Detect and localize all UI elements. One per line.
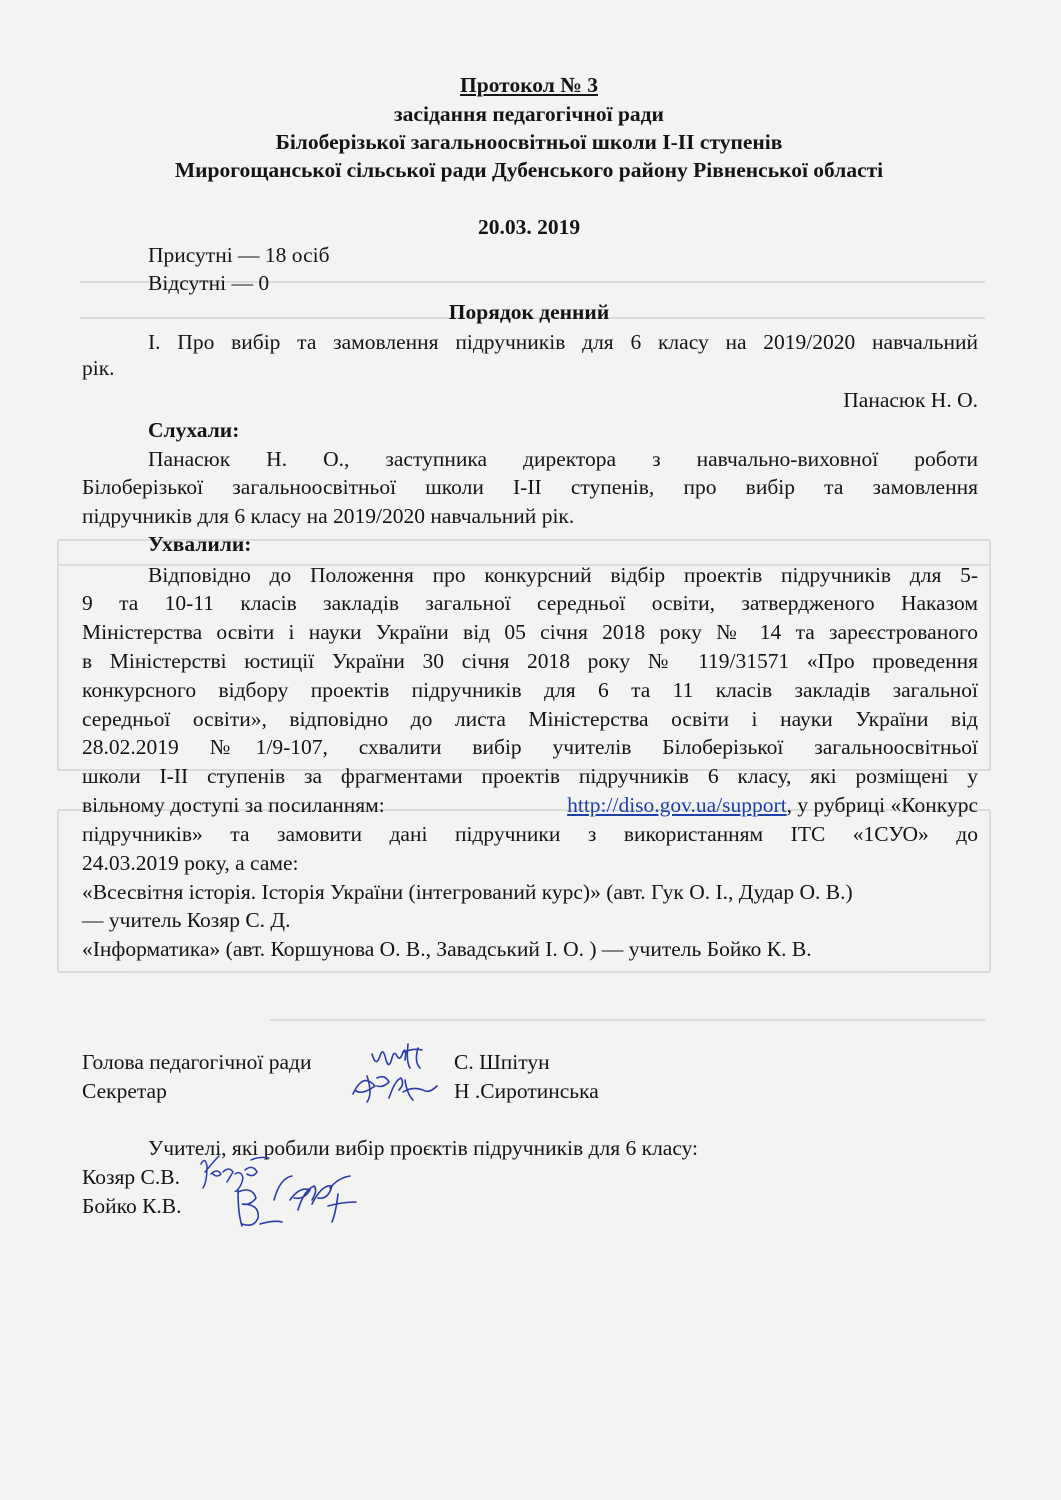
attendance-present: Присутні — 18 осіб	[148, 243, 330, 267]
resolved-line11: 24.03.2019 року, а саме:	[82, 851, 299, 875]
resolved-line4: в Міністерстві юстиції України 30 січня 2018 року № 119/31571 «Про проведення	[82, 649, 978, 673]
resolved-line5: конкурсного відбору проектів підручників для 6 та 11 класів закладів загальної	[82, 678, 978, 702]
book1-line2: — учитель Козяр С. Д.	[82, 908, 291, 932]
chair-name: С. Шпітун	[454, 1050, 550, 1074]
resolved-line1: Відповідно до Положення про конкурсний відбір проектів підручників для 5-	[148, 563, 978, 587]
resolved-line8: школи І-ІІ ступенів за фрагментами проектів підручників 6 класу, які розміщені у	[82, 764, 978, 788]
secretary-signature	[345, 1068, 445, 1108]
teacher2-name: Бойко К.В.	[82, 1194, 182, 1218]
secretary-name: Н .Сиротинська	[454, 1079, 599, 1103]
heard-line3: підручників для 6 класу на 2019/2020 навчальний рік.	[82, 504, 575, 528]
resolved-line7: 28.02.2019 №1/9-107, схвалити вибір учителів Білоберізької загальноосвітньої	[82, 735, 978, 759]
resolved-line9	[82, 792, 978, 818]
resolved-line9-prefix: вільному доступі за посиланням:	[82, 793, 385, 817]
resolved-line2: 9 та 10-11 класів закладів загальної середньої освіти, затвердженого Наказом	[82, 591, 978, 615]
book1-line1: «Всесвітня історія. Історія України (інтегрований курс)» (авт. Гук О. І., Дудар О. В.)	[82, 880, 853, 904]
resolved-line6: середньої освіти», відповідно до листа Міністерства освіти і науки України від	[82, 707, 978, 731]
teacher1-name: Козяр С.В.	[82, 1165, 180, 1189]
attendance-absent: Відсутні — 0	[148, 271, 270, 295]
protocol-subtitle: засідання педагогічної ради	[394, 102, 664, 126]
protocol-title: Протокол № 3	[460, 73, 598, 97]
school-name-line2: Мирогощанської сільської ради Дубенського району Рівненської області	[174, 158, 884, 182]
resolved-heading: Ухвалили:	[148, 532, 252, 556]
book2-line: «Інформатика» (авт. Коршунова О. В., Завадський І. О. ) — учитель Бойко К. В.	[82, 937, 812, 961]
diso-support-link[interactable]: http://diso.gov.ua/support	[567, 793, 787, 817]
heard-line2: Білоберізької загальноосвітньої школи І-ІІ ступенів, про вибір та замовлення	[82, 475, 978, 499]
resolved-line3: Міністерства освіти і науки України від 05 січня 2018 року № 14 та зареєстрованого	[82, 620, 978, 644]
teacher2-signature	[228, 1170, 378, 1240]
agenda-heading: Порядок денний	[448, 300, 610, 324]
heard-line1: Панасюк Н. О., заступника директора з навчально-виховної роботи	[148, 447, 978, 471]
resolved-line9-suffix: , у рубриці «Конкурс	[786, 793, 978, 817]
secretary-role: Секретар	[82, 1079, 167, 1103]
agenda-item-line1: І. Про вибір та замовлення підручників для 6 класу на 2019/2020 навчальний	[148, 330, 978, 354]
heard-heading: Слухали:	[148, 418, 240, 442]
agenda-item-line2: рік.	[82, 356, 115, 380]
resolved-line10: підручників» та замовити дані підручники з використанням ІТС «1СУО» до	[82, 822, 978, 846]
chair-role: Голова педагогічної ради	[82, 1050, 312, 1074]
teachers-intro: Учителі, які робили вибір проєктів підручників для 6 класу:	[148, 1136, 699, 1160]
agenda-speaker: Панасюк Н. О.	[843, 388, 978, 412]
school-name-line1: Білоберізької загальноосвітньої школи І-ІІ ступенів	[275, 130, 783, 154]
protocol-date: 20.03. 2019	[477, 215, 581, 239]
